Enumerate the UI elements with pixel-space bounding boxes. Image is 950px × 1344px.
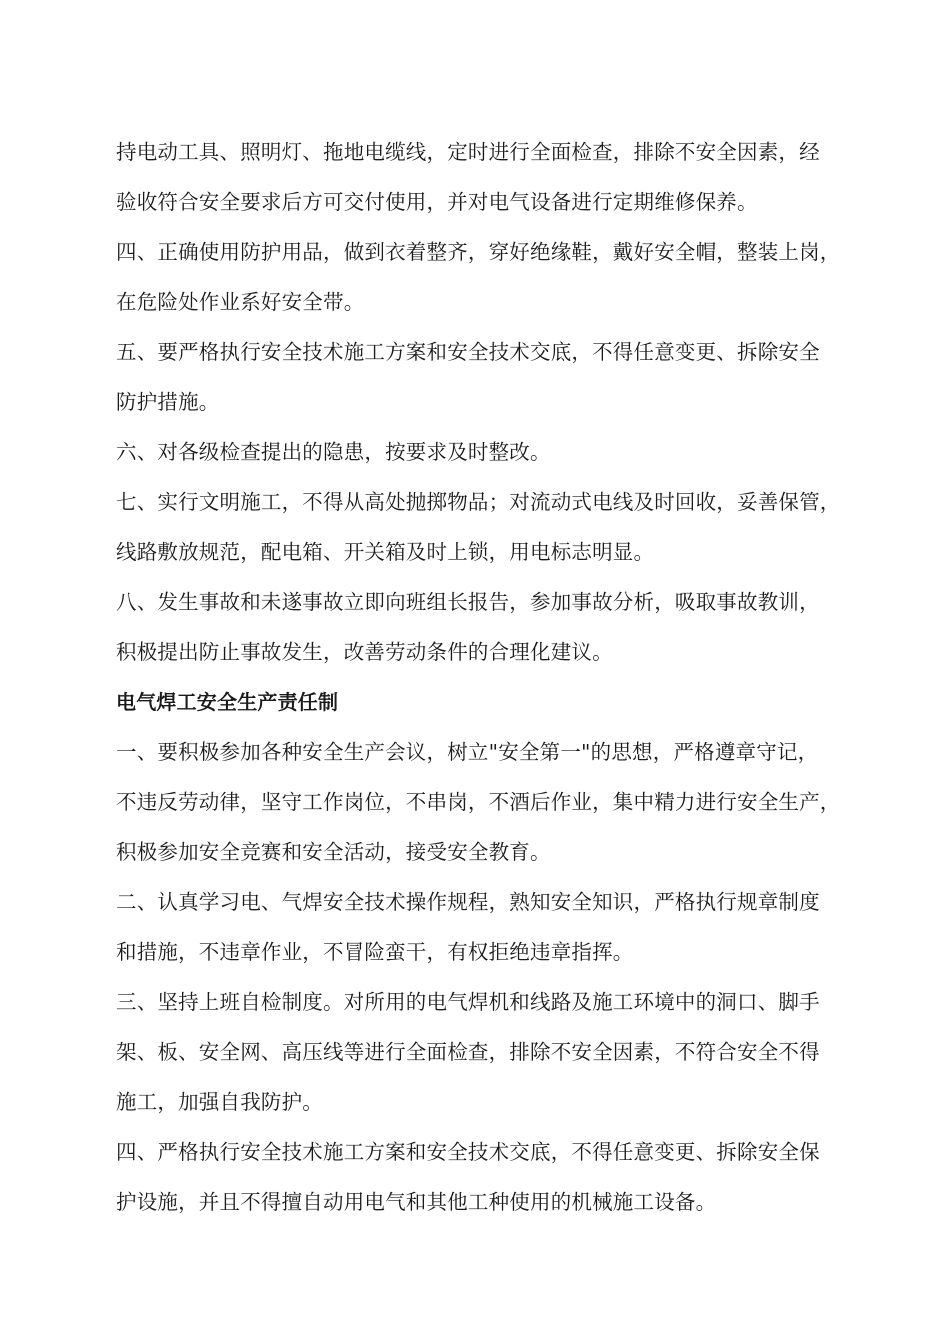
- text-line: 积极参加安全竞赛和安全活动，接受安全教育。: [116, 840, 551, 864]
- text-line: 二、认真学习电、气焊安全技术操作规程，熟知安全知识，严格执行规章制度: [116, 890, 820, 914]
- text-line: 线路敷放规范，配电箱、开关箱及时上锁，用电标志明显。: [116, 540, 655, 564]
- document-body: [116, 132, 891, 1232]
- text-line: 八、发生事故和未遂事故立即向班组长报告，参加事故分析，吸取事故教训，: [116, 590, 820, 614]
- text-line: 四、正确使用防护用品，做到衣着整齐，穿好绝缘鞋，戴好安全帽，整装上岗，: [116, 240, 841, 264]
- text-line: 一、要积极参加各种安全生产会议，树立"安全第一"的思想，严格遵章守记，: [116, 740, 819, 764]
- text-line: 防护措施。: [116, 390, 220, 414]
- text-line: 验收符合安全要求后方可交付使用，并对电气设备进行定期维修保养。: [116, 190, 758, 214]
- text-line: 和措施，不违章作业，不冒险蛮干，有权拒绝违章指挥。: [116, 940, 634, 964]
- text-line: 在危险处作业系好安全带。: [116, 290, 365, 314]
- text-line: 五、要严格执行安全技术施工方案和安全技术交底，不得任意变更、拆除安全: [116, 340, 820, 364]
- text-line: 护设施，并且不得擅自动用电气和其他工种使用的机械施工设备。: [116, 1190, 717, 1214]
- text-line: 积极提出防止事故发生，改善劳动条件的合理化建议。: [116, 640, 613, 664]
- text-line: 施工，加强自我防护。: [116, 1090, 323, 1114]
- text-line: 三、坚持上班自检制度。对所用的电气焊机和线路及施工环境中的洞口、脚手: [116, 990, 820, 1014]
- text-line: 四、严格执行安全技术施工方案和安全技术交底，不得任意变更、拆除安全保: [116, 1140, 820, 1164]
- text-line: 架、板、安全网、高压线等进行全面检查，排除不安全因素，不符合安全不得: [116, 1040, 820, 1064]
- section-heading: 电气焊工安全生产责任制: [116, 690, 339, 714]
- text-line: 七、实行文明施工，不得从高处抛掷物品；对流动式电线及时回收，妥善保管，: [116, 490, 841, 514]
- text-line: 不违反劳动律，坚守工作岗位，不串岗，不酒后作业，集中精力进行安全生产，: [116, 790, 841, 814]
- text-line: 六、对各级检查提出的隐患，按要求及时整改。: [116, 440, 551, 464]
- text-line: 持电动工具、照明灯、拖地电缆线，定时进行全面检查，排除不安全因素，经: [116, 140, 820, 164]
